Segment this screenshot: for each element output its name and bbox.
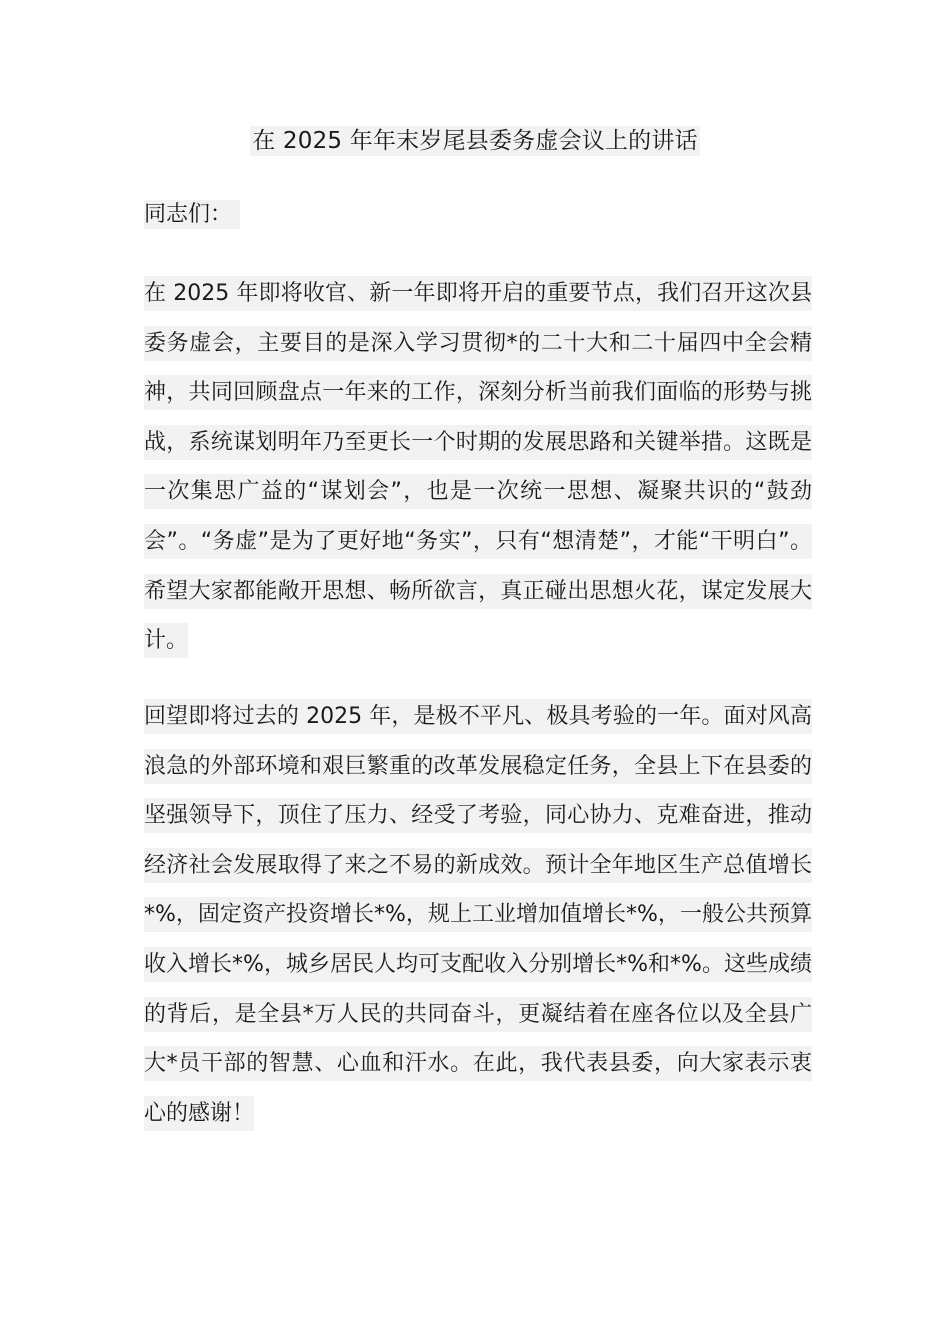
paragraph-opening	[144, 269, 812, 666]
paragraph-review	[144, 692, 812, 1138]
salutation-text: 同志们：	[144, 200, 240, 229]
document-title	[0, 124, 950, 158]
document-title-text: 在 2025 年年末岁尾县委务虚会议上的讲话	[252, 128, 698, 154]
salutation	[144, 198, 240, 232]
paragraph-review-text: 回望即将过去的 2025 年，是极不平凡、极具考验的一年。面对风高浪急的外部环境和艰巨繁重的改革发展稳定任务，全县上下在县委的坚强领导下，顶住了压力、经受了考验，同心协力、克难奋进，推动经济社会发展取得了来之不易的新成效。预计全年地区生产总值增长*%，固定资产投资增长*%，规上工业增加值增长*%，一般公共预算收入增长*%，城乡居民人均可支配收入分别增长*%和*%。这些成绩的背后，是全县*万人民的共同奋斗，更凝结着在座各位以及全县广大*员干部的智慧、心血和汗水。在此，我代表县委，向大家表示衷心的感谢！	[144, 699, 812, 1131]
paragraph-opening-text: 在 2025 年即将收官、新一年即将开启的重要节点，我们召开这次县委务虚会，主要目的是深入学习贯彻*的二十大和二十届四中全会精神，共同回顾盘点一年来的工作，深刻分析当前我们面临的形势与挑战，系统谋划明年乃至更长一个时期的发展思路和关键举措。这既是一次集思广益的“谋划会”，也是一次统一思想、凝聚共识的“鼓劲会”。“务虚”是为了更好地“务实”，只有“想清楚”，才能“干明白”。希望大家都能敞开思想、畅所欲言，真正碰出思想火花，谋定发展大计。	[144, 276, 812, 658]
